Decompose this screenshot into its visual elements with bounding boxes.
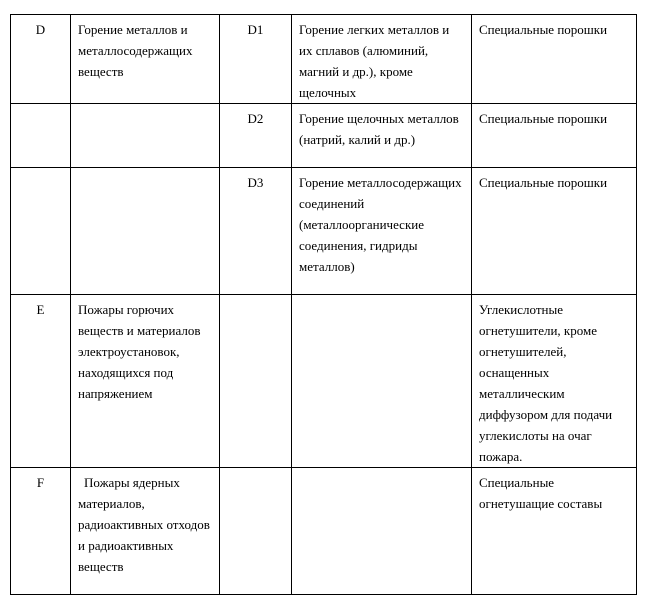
class-description-cell: Пожары горючих веществ и материалов электроустановок, находящихся под напряжением [71, 295, 220, 468]
extinguisher-cell: Специальные порошки [472, 104, 637, 168]
class-code-cell: D [11, 15, 71, 104]
subclass-description-cell [292, 468, 472, 595]
table-row [11, 295, 637, 468]
class-description-cell [71, 104, 220, 168]
subclass-description-cell [292, 295, 472, 468]
subclass-code-cell [220, 295, 292, 468]
class-code-cell: E [11, 295, 71, 468]
subclass-description-cell: Горение легких металлов и их сплавов (алюминий, магний и др.), кроме щелочных [292, 15, 472, 104]
subclass-code-cell: D2 [220, 104, 292, 168]
fire-class-table [10, 14, 637, 595]
extinguisher-cell: Специальные порошки [472, 15, 637, 104]
table-row [11, 168, 637, 295]
subclass-description-cell: Горение металлосодержащих соединений (металлоорганические соединения, гидриды металлов) [292, 168, 472, 295]
class-code-cell [11, 104, 71, 168]
class-code-cell [11, 168, 71, 295]
class-code-cell: F [11, 468, 71, 595]
class-description-text: Пожары ядерных материалов, радиоактивных отходов и радиоактивных веществ [78, 475, 210, 574]
class-description-cell: Горение металлов и металлосодержащих веществ [71, 15, 220, 104]
subclass-code-cell: D3 [220, 168, 292, 295]
extinguisher-cell: Специальные огнетушащие составы [472, 468, 637, 595]
class-description-cell [71, 168, 220, 295]
extinguisher-cell: Специальные порошки [472, 168, 637, 295]
class-description-cell [71, 468, 220, 595]
subclass-code-cell: D1 [220, 15, 292, 104]
subclass-description-cell: Горение щелочных металлов (натрий, калий и др.) [292, 104, 472, 168]
extinguisher-cell: Углекислотные огнетушители, кроме огнетушителей, оснащенных металлическим диффузором для подачи углекислоты на очаг пожара. [472, 295, 637, 468]
table-row [11, 104, 637, 168]
subclass-code-cell [220, 468, 292, 595]
table-row [11, 468, 637, 595]
table-row [11, 15, 637, 104]
